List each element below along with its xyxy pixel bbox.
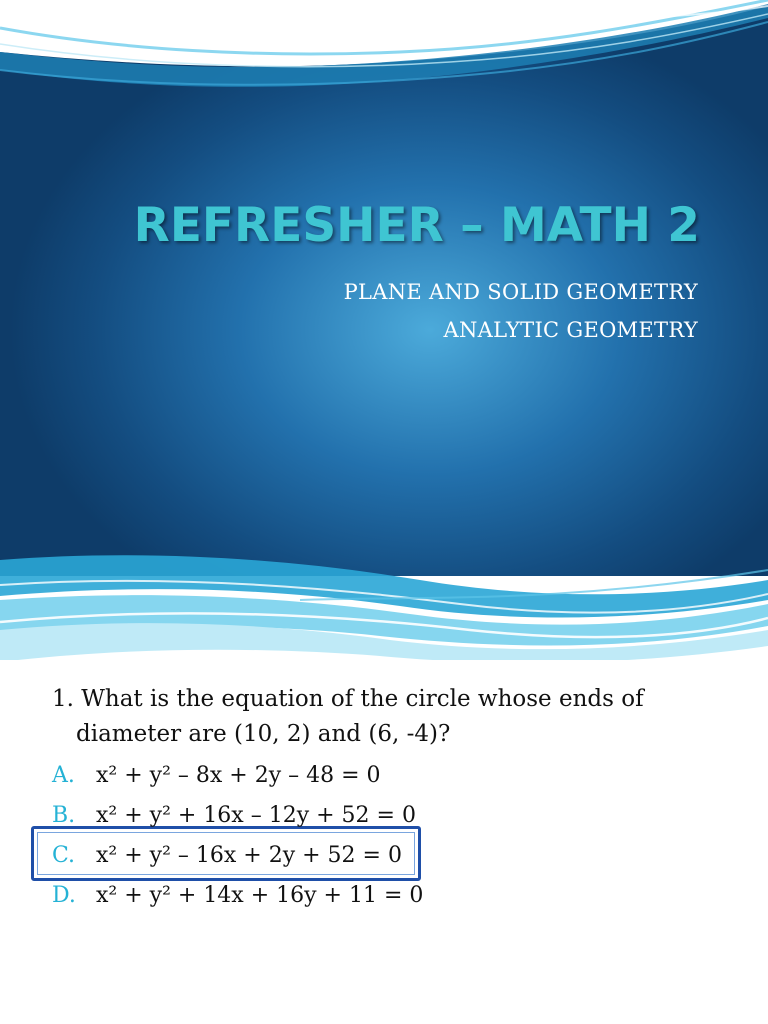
- choice-c: [52, 837, 732, 877]
- slide-title: REFRESHER – MATH 2: [133, 198, 700, 253]
- question-text: [52, 682, 712, 752]
- choice-letter: D.: [52, 883, 76, 908]
- question-line-2: diameter are (10, 2) and (6, -4)?: [76, 721, 451, 747]
- choice-b: [52, 797, 732, 837]
- choice-letter: A.: [52, 763, 75, 788]
- choice-equation: x² + y² + 14x + 16y + 11 = 0: [96, 883, 424, 908]
- subtitle-line-2: ANALYTIC GEOMETRY: [443, 318, 698, 342]
- subtitle-line-1: PLANE AND SOLID GEOMETRY: [343, 280, 698, 304]
- choice-equation: x² + y² – 8x + 2y – 48 = 0: [96, 763, 381, 788]
- choice-letter: C.: [52, 843, 76, 868]
- choice-a: [52, 757, 732, 797]
- choice-equation: x² + y² – 16x + 2y + 52 = 0: [96, 843, 402, 868]
- choice-d: [52, 877, 732, 917]
- answer-choices: [52, 757, 732, 917]
- question-line-1: 1. What is the equation of the circle whose ends of: [52, 686, 644, 712]
- choice-letter: B.: [52, 803, 76, 828]
- choice-equation: x² + y² + 16x – 12y + 52 = 0: [96, 803, 416, 828]
